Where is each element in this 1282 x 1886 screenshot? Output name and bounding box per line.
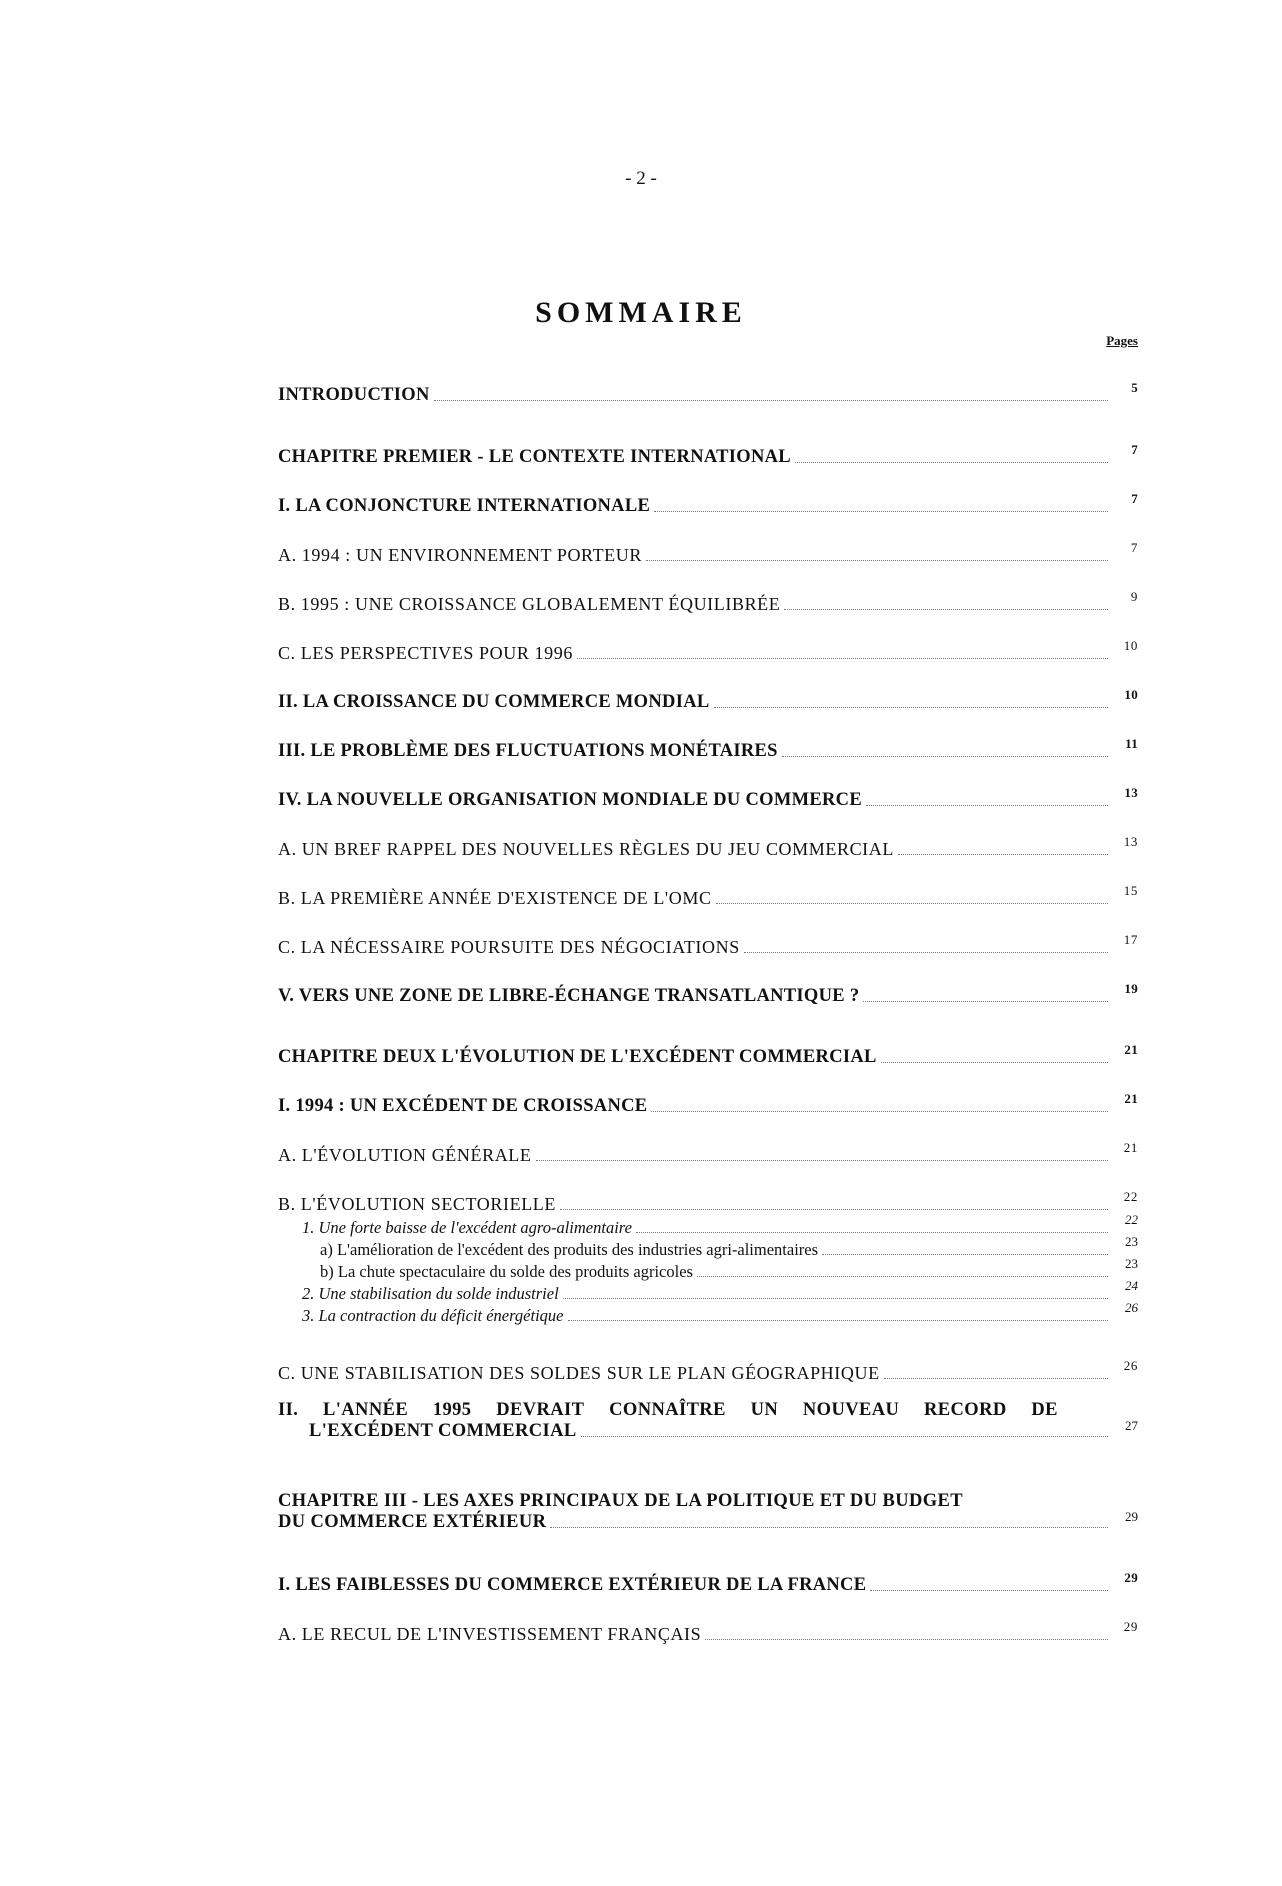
dot-leader — [795, 462, 1108, 463]
dot-leader — [697, 1276, 1108, 1277]
toc-entry — [278, 1400, 1138, 1442]
toc-entry — [302, 1300, 1138, 1326]
toc-entry-page: 7 — [1130, 540, 1138, 555]
toc-entry — [278, 442, 1138, 468]
dot-leader — [654, 511, 1108, 512]
toc-entry-page: 22 — [1123, 1189, 1138, 1204]
toc-entry — [320, 1234, 1138, 1260]
toc-entry-label: C. LA NÉCESSAIRE POURSUITE DES NÉGOCIATIONS — [278, 937, 740, 957]
toc-entry-page: 29 — [1125, 1509, 1138, 1524]
toc-entry — [278, 1091, 1138, 1117]
toc-entry-page: 24 — [1125, 1278, 1138, 1293]
toc-entry-label: 1. Une forte baisse de l'excédent agro-alimentaire — [302, 1218, 632, 1237]
dot-leader — [881, 1062, 1108, 1063]
toc-entry-label: 2. Une stabilisation du solde industriel — [302, 1284, 559, 1303]
toc-entry — [278, 491, 1138, 517]
toc-entry-label: A. 1994 : UN ENVIRONNEMENT PORTEUR — [278, 545, 642, 565]
dot-leader — [866, 805, 1108, 806]
toc-entry-page: 13 — [1123, 834, 1138, 849]
toc-entry-label: I. LA CONJONCTURE INTERNATIONALE — [278, 496, 651, 516]
toc-entry — [320, 1256, 1138, 1282]
toc-entry-label: C. UNE STABILISATION DES SOLDES SUR LE PLAN GÉOGRAPHIQUE — [278, 1363, 880, 1383]
toc-entry — [278, 1042, 1138, 1068]
toc-entry-label: CHAPITRE PREMIER - LE CONTEXTE INTERNATIONAL — [278, 447, 791, 467]
toc-entry-page: 10 — [1123, 638, 1138, 653]
toc-entry-page: 29 — [1123, 1619, 1138, 1634]
page-title: SOMMAIRE — [535, 296, 747, 329]
toc-word: UN — [750, 1400, 779, 1420]
toc-word: II. — [278, 1400, 299, 1420]
toc-entry-label-line2: L'EXCÉDENT COMMERCIAL — [309, 1421, 577, 1441]
toc-entry-label: B. 1995 : UNE CROISSANCE GLOBALEMENT ÉQUILIBRÉE — [278, 594, 781, 614]
dot-leader — [716, 903, 1108, 904]
toc-entry-label: A. L'ÉVOLUTION GÉNÉRALE — [278, 1145, 532, 1165]
toc-word: DE — [1031, 1400, 1058, 1420]
toc-entry-page: 9 — [1130, 589, 1138, 604]
toc-entry-page: 15 — [1123, 883, 1138, 898]
dot-leader — [550, 1527, 1108, 1528]
dot-leader — [646, 560, 1108, 561]
toc-entry — [278, 1570, 1138, 1596]
toc-entry — [278, 638, 1138, 664]
toc-entry-line2 — [278, 1509, 1138, 1533]
dot-leader — [870, 1590, 1108, 1591]
dot-leader — [782, 756, 1108, 757]
toc-entry-page: 7 — [1131, 491, 1138, 506]
toc-entry-label: INTRODUCTION — [278, 385, 430, 405]
dot-leader — [581, 1436, 1108, 1437]
toc-entry-page: 23 — [1125, 1234, 1138, 1249]
dot-leader — [577, 658, 1108, 659]
toc-entry-label: I. LES FAIBLESSES DU COMMERCE EXTÉRIEUR DE LA FRANCE — [278, 1575, 867, 1595]
toc-entry-label: C. LES PERSPECTIVES POUR 1996 — [278, 643, 573, 663]
toc-entry-page: 11 — [1125, 736, 1138, 751]
toc-entry-page: 29 — [1124, 1570, 1138, 1585]
toc-entry-label: A. LE RECUL DE L'INVESTISSEMENT FRANÇAIS — [278, 1624, 702, 1644]
toc-word: CONNAÎTRE — [609, 1400, 726, 1420]
toc-word: RECORD — [924, 1400, 1007, 1420]
toc-entry — [278, 1140, 1138, 1166]
toc-entry-page: 22 — [1125, 1212, 1138, 1227]
toc-entry-page: 5 — [1131, 380, 1138, 395]
toc-entry — [278, 687, 1138, 713]
dot-leader — [568, 1320, 1108, 1321]
dot-leader — [863, 1001, 1108, 1002]
toc-word: L'ANNÉE — [323, 1400, 409, 1420]
dot-leader — [898, 854, 1108, 855]
dot-leader — [884, 1378, 1108, 1379]
toc-entry-label: A. UN BREF RAPPEL DES NOUVELLES RÈGLES DU JEU COMMERCIAL — [278, 839, 894, 859]
toc-entry-line2 — [278, 1418, 1138, 1442]
toc-entry-label-line1 — [278, 1400, 1058, 1421]
dot-leader — [744, 952, 1108, 953]
toc-entry-label: b) La chute spectaculaire du solde des produits agricoles — [320, 1262, 693, 1281]
page-number: - 2 - — [625, 168, 657, 189]
toc-entry — [278, 1189, 1138, 1215]
dot-leader — [536, 1160, 1109, 1161]
toc-entry — [278, 981, 1138, 1007]
toc-entry-page: 21 — [1123, 1140, 1138, 1155]
toc-entry-label: V. VERS UNE ZONE DE LIBRE-ÉCHANGE TRANSATLANTIQUE ? — [278, 986, 860, 1006]
toc-entry-label: II. LA CROISSANCE DU COMMERCE MONDIAL — [278, 692, 710, 712]
toc-entry-page: 27 — [1125, 1418, 1138, 1433]
toc-entry-label-line2: DU COMMERCE EXTÉRIEUR — [278, 1512, 547, 1532]
dot-leader — [434, 400, 1108, 401]
toc-entry — [278, 380, 1138, 406]
toc-entry-page: 7 — [1131, 442, 1138, 457]
toc-entry — [302, 1278, 1138, 1304]
toc-word: DEVRAIT — [496, 1400, 585, 1420]
dot-leader — [563, 1298, 1108, 1299]
toc-entry-label: B. L'ÉVOLUTION SECTORIELLE — [278, 1194, 556, 1214]
toc-entry — [278, 932, 1138, 958]
dot-leader — [705, 1639, 1108, 1640]
toc-entry-page: 26 — [1123, 1358, 1138, 1373]
toc-entry-label: 3. La contraction du déficit énergétique — [302, 1306, 564, 1325]
toc-entry — [278, 883, 1138, 909]
toc-entry-page: 17 — [1123, 932, 1138, 947]
toc-entry-page: 10 — [1124, 687, 1138, 702]
toc-entry-label: a) L'amélioration de l'excédent des produits des industries agri-alimentaires — [320, 1240, 819, 1259]
toc-entry — [278, 1619, 1138, 1645]
toc-entry-label: I. 1994 : UN EXCÉDENT DE CROISSANCE — [278, 1096, 648, 1116]
dot-leader — [560, 1209, 1108, 1210]
toc-entry-page: 19 — [1124, 981, 1138, 996]
toc-entry-label: B. LA PREMIÈRE ANNÉE D'EXISTENCE DE L'OMC — [278, 888, 712, 908]
dot-leader — [651, 1111, 1108, 1112]
toc-entry-label: III. LE PROBLÈME DES FLUCTUATIONS MONÉTAIRES — [278, 741, 778, 761]
dot-leader — [784, 609, 1108, 610]
toc-entry-label: IV. LA NOUVELLE ORGANISATION MONDIALE DU COMMERCE — [278, 790, 862, 810]
toc-entry-page: 21 — [1124, 1042, 1138, 1057]
toc-entry-page: 21 — [1124, 1091, 1138, 1106]
toc-entry — [278, 1491, 1138, 1533]
toc-entry — [278, 1358, 1138, 1384]
toc-word: NOUVEAU — [802, 1400, 900, 1420]
toc-entry-page: 26 — [1125, 1300, 1138, 1315]
dot-leader — [636, 1232, 1108, 1233]
toc-entry — [278, 540, 1138, 566]
toc-entry — [302, 1212, 1138, 1238]
pages-column-label: Pages — [1106, 333, 1138, 348]
toc-entry-label-line1: CHAPITRE III - LES AXES PRINCIPAUX DE LA POLITIQUE ET DU BUDGET — [278, 1491, 963, 1511]
toc-entry — [278, 589, 1138, 615]
toc-entry — [278, 834, 1138, 860]
toc-entry — [278, 785, 1138, 811]
dot-leader — [822, 1254, 1108, 1255]
toc-entry-label: CHAPITRE DEUX L'ÉVOLUTION DE L'EXCÉDENT COMMERCIAL — [278, 1047, 877, 1067]
toc-entry-page: 23 — [1125, 1256, 1138, 1271]
toc-entry-page: 13 — [1124, 785, 1138, 800]
dot-leader — [714, 707, 1109, 708]
toc-entry — [278, 736, 1138, 762]
toc-word: 1995 — [432, 1400, 472, 1420]
